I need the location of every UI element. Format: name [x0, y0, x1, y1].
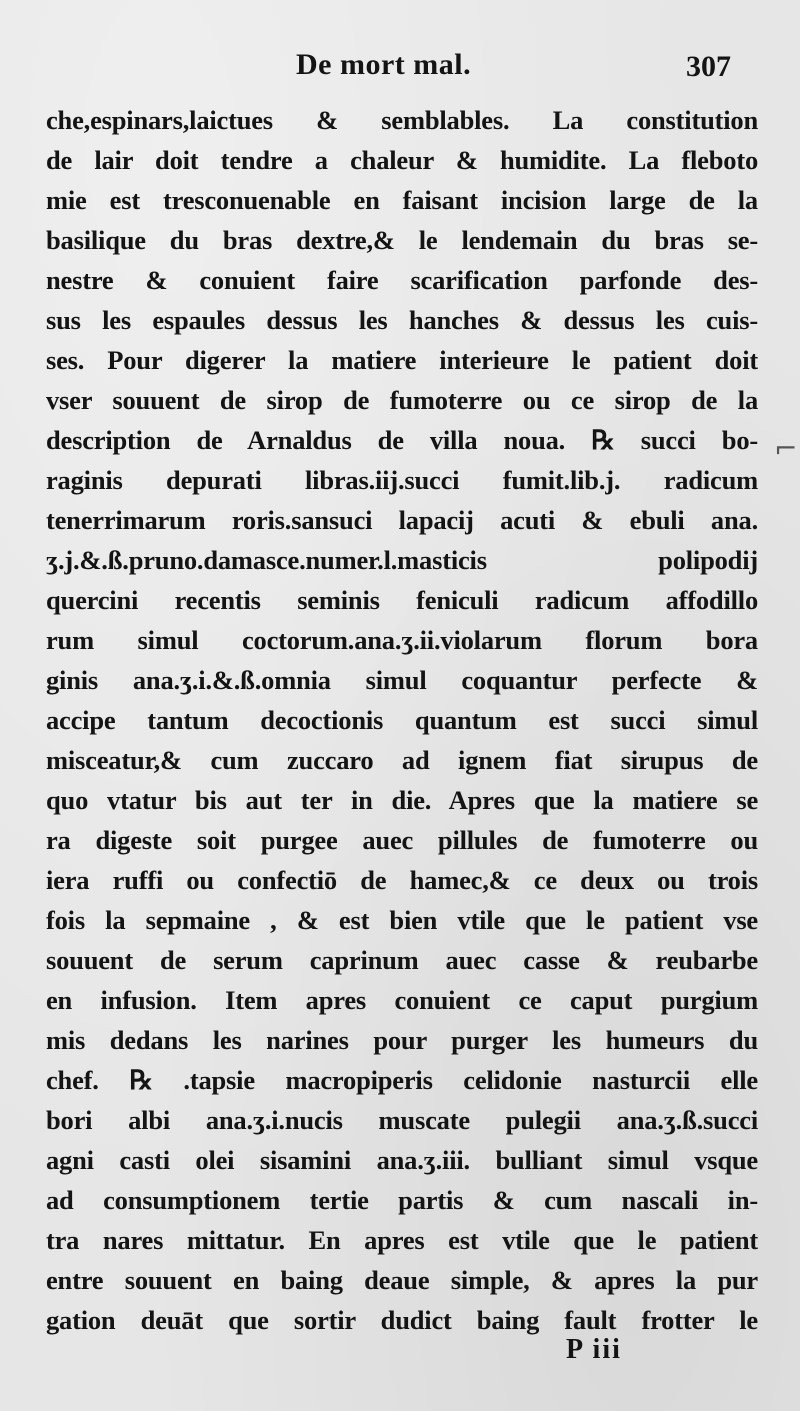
text-line: en infusion. Item apres conuient ce caput purgium — [46, 985, 758, 1015]
text-line: quo vtatur bis aut ter in die. Apres que la matiere se — [46, 785, 758, 815]
text-line: entre souuent en baing deaue simple, & apres la pur — [46, 1265, 758, 1295]
text-line: bori albi ana.ʒ.i.nucis muscate pulegii ana.ʒ.ß.succi — [46, 1105, 758, 1135]
text-line: ses. Pour digerer la matiere interieure le patient doit — [46, 345, 758, 375]
signature-mark: P iii — [566, 1334, 622, 1365]
text-line: de lair doit tendre a chaleur & humidite. La fleboto — [46, 145, 758, 175]
page-number: 307 — [686, 50, 731, 83]
text-line: chef. ℞ .tapsie macropiperis celidonie nasturcii elle — [46, 1065, 758, 1095]
text-line: ginis ana.ʒ.i.&.ß.omnia simul coquantur perfecte & — [46, 665, 758, 695]
text-line: ʒ.j.&.ß.pruno.damasce.numer.l.masticis polipodij — [46, 545, 758, 575]
page-header — [0, 46, 800, 90]
text-line: description de Arnaldus de villa noua. ℞ succi bo- — [46, 425, 758, 455]
text-line: rum simul coctorum.ana.ʒ.ii.violarum florum bora — [46, 625, 758, 655]
text-line: vser souuent de sirop de fumoterre ou ce sirop de la — [46, 385, 758, 415]
margin-mark: ⌐ — [774, 432, 798, 465]
text-line: tra nares mittatur. En apres est vtile que le patient — [46, 1225, 758, 1255]
text-line: nestre & conuient faire scarification parfonde des- — [46, 265, 758, 295]
text-line: mis dedans les narines pour purger les humeurs du — [46, 1025, 758, 1055]
text-line: ad consumptionem tertie partis & cum nascali in- — [46, 1185, 758, 1215]
text-line: accipe tantum decoctionis quantum est succi simul — [46, 705, 758, 735]
running-head: De mort mal. — [296, 48, 472, 81]
text-line: mie est tresconuenable en faisant incision large de la — [46, 185, 758, 215]
text-line: souuent de serum caprinum auec casse & reubarbe — [46, 945, 758, 975]
text-line: gation deuāt que sortir dudict baing fault frotter le — [46, 1305, 758, 1335]
text-line: iera ruffi ou confectiō de hamec,& ce deux ou trois — [46, 865, 758, 895]
text-line: raginis depurati libras.iij.succi fumit.lib.j. radicum — [46, 465, 758, 495]
text-line: tenerrimarum roris.sansuci lapacij acuti & ebuli ana. — [46, 505, 758, 535]
text-line: agni casti olei sisamini ana.ʒ.iii. bulliant simul vsque — [46, 1145, 758, 1175]
text-line: sus les espaules dessus les hanches & dessus les cuis- — [46, 305, 758, 335]
text-line: basilique du bras dextre,& le lendemain du bras se- — [46, 225, 758, 255]
text-line: fois la sepmaine , & est bien vtile que le patient vse — [46, 905, 758, 935]
body-text — [46, 100, 758, 1340]
text-line: misceatur,& cum zuccaro ad ignem fiat sirupus de — [46, 745, 758, 775]
text-line: ra digeste soit purgee auec pillules de fumoterre ou — [46, 825, 758, 855]
text-line: quercini recentis seminis feniculi radicum affodillo — [46, 585, 758, 615]
text-line: che,espinars,laictues & semblables. La constitution — [46, 105, 758, 135]
